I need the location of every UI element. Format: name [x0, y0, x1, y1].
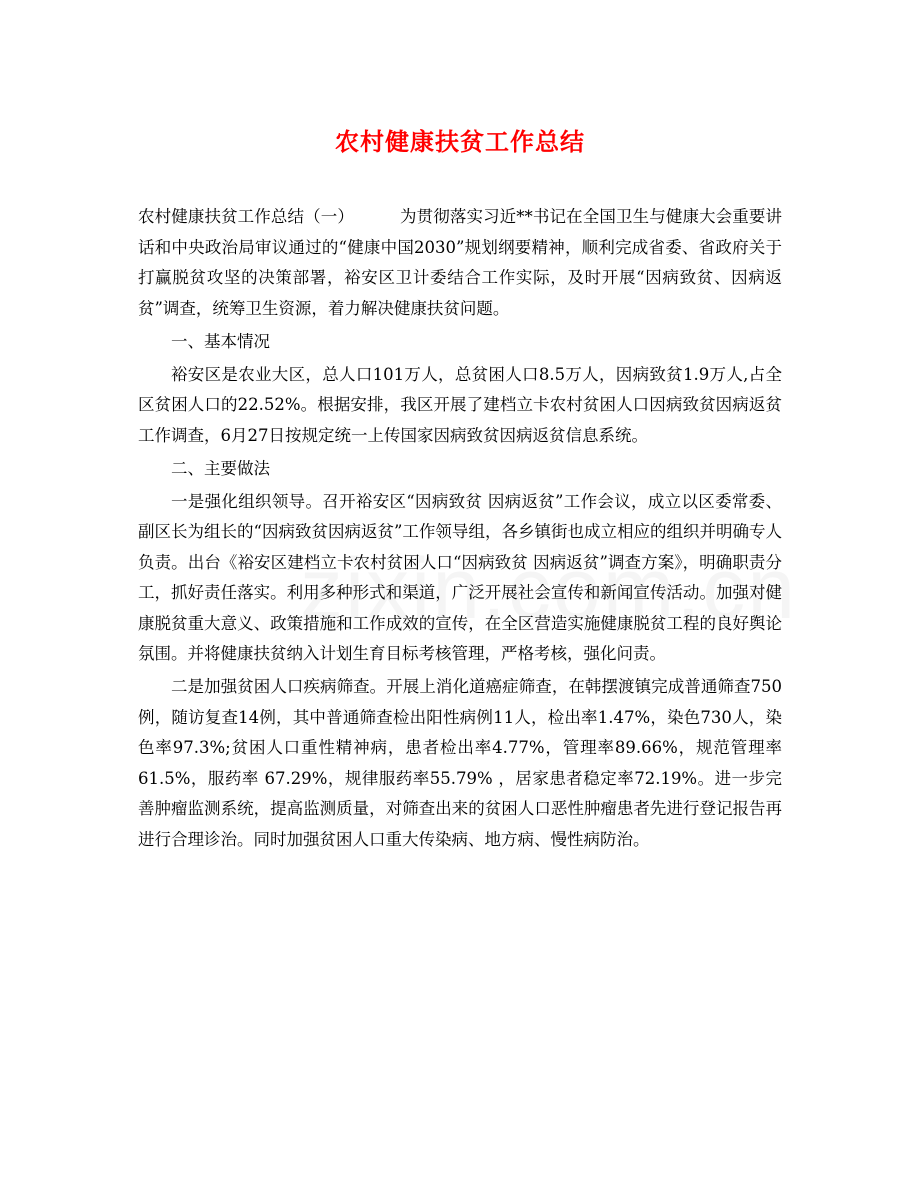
intro-paragraph [138, 202, 782, 324]
paragraph-screening: 二是加强贫困人口疾病筛查。开展上消化道癌症筛查，在韩摆渡镇完成普通筛查750例，随访复查14例，其中普通筛查检出阳性病例11人，检出率1.47%，染色730人，染色率97.3%;贫困人口重性精神病，患者检出率4.77%，管理率89.66%，规范管理率61.5%，服药率 67.29%，规律服药率55.79% ，居家患者稳定率72.19%。进一步完善肿瘤监测系统，提高监测质量，对筛查出来的贫困人口恶性肿瘤患者先进行登记报告再进行合理诊治。同时加强贫困人口重大传染病、地方病、慢性病防治。 [138, 677, 782, 849]
document-body [138, 202, 782, 858]
section-heading-basic: 一、基本情况 [171, 331, 270, 351]
document-title: 农村健康扶贫工作总结 [335, 127, 585, 156]
intro-label: 农村健康扶贫工作总结（一） [138, 207, 354, 226]
intro-text: 为贯彻落实习近**书记在全国卫生与健康大会重要讲话和中央政治局审议通过的“健康中国2030”规划纲要精神，顺利完成省委、省政府关于打赢脱贫攻坚的决策部署，裕安区卫计委结合工作实际，及时开展“因病致贫、因病返贫”调查，统筹卫生资源，着力解决健康扶贫问题。 [138, 207, 783, 318]
paragraph-organization: 一是强化组织领导。召开裕安区“因病致贫 因病返贫”工作会议，成立以区委常委、副区长为组长的“因病致贫因病返贫”工作领导组，各乡镇街也成立相应的组织并明确专人负责。出台《裕安区建档立卡农村贫困人口“因病致贫 因病返贫”调查方案》，明确职责分工，抓好责任落实。利用多种形式和渠道，广泛开展社会宣传和新闻宣传活动。加强对健康脱贫重大意义、政策措施和工作成效的宣传，在全区营造实施健康脱贫工程的良好舆论氛围。并将健康扶贫纳入计划生育目标考核管理，严格考核，强化问责。 [138, 491, 782, 663]
section-heading-methods: 二、主要做法 [171, 458, 270, 478]
paragraph-basic-situation: 裕安区是农业大区，总人口101万人，总贫困人口8.5万人，因病致贫1.9万人,占全区贫困人口的22.52%。根据安排，我区开展了建档立卡农村贫困人口因病致贫因病返贫工作调查，6月27日按规定统一上传国家因病致贫因病返贫信息系统。 [138, 364, 782, 445]
